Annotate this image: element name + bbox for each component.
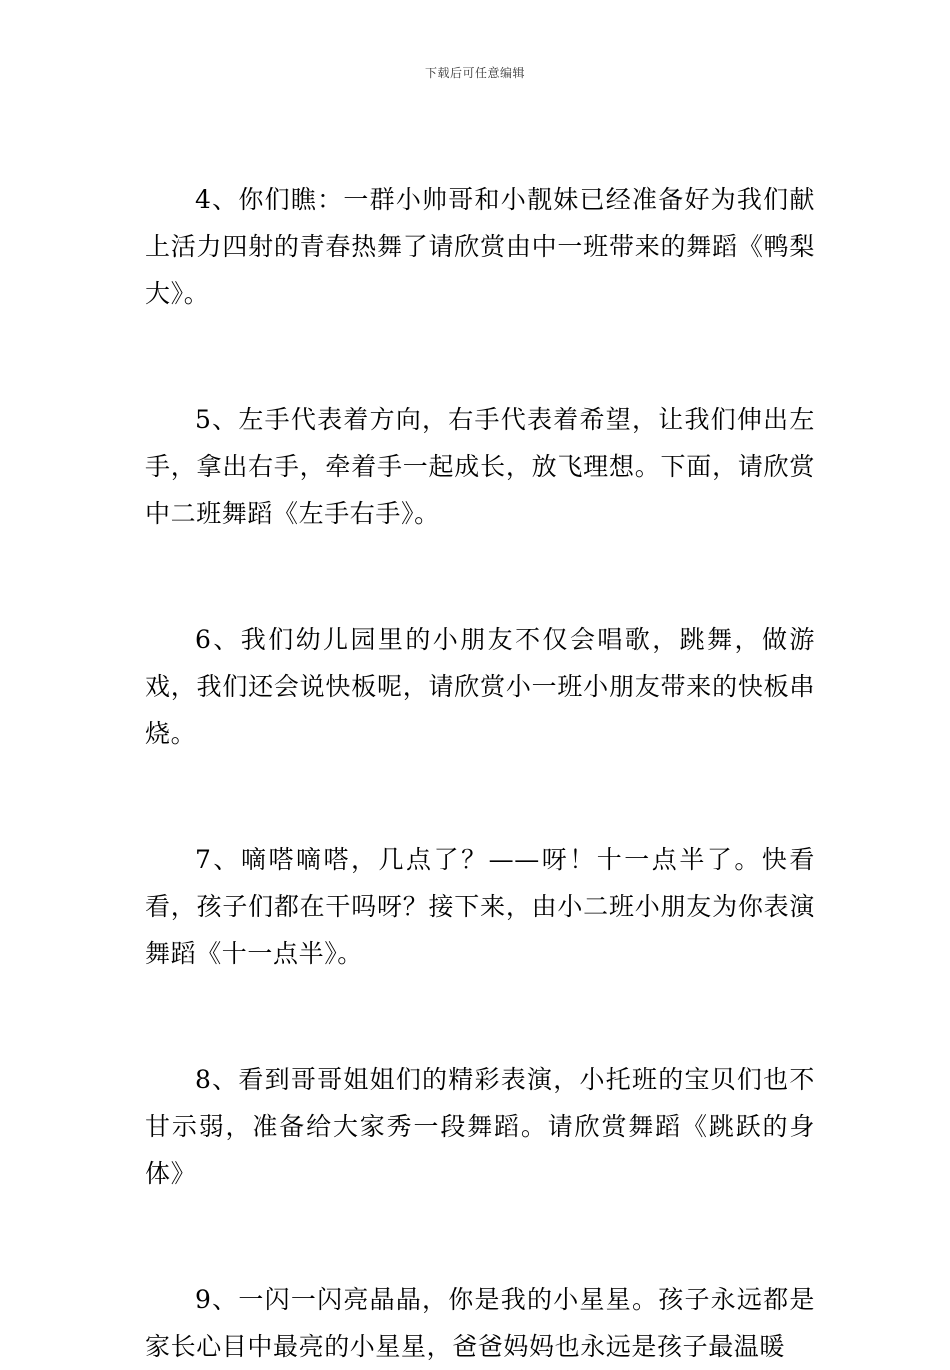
paragraph-8: 8、看到哥哥姐姐们的精彩表演，小托班的宝贝们也不甘示弱，准备给大家秀一段舞蹈。请欣赏舞蹈《跳跃的身体》 bbox=[145, 1065, 815, 1188]
paragraph-4: 4、你们瞧：一群小帅哥和小靓妹已经准备好为我们献上活力四射的青春热舞了请欣赏由中一班带来的舞蹈《鸭梨大》。 bbox=[145, 185, 815, 308]
paragraph-5: 5、左手代表着方向，右手代表着希望，让我们伸出左手，拿出右手，牵着手一起成长，放飞理想。下面，请欣赏中二班舞蹈《左手右手》。 bbox=[145, 405, 815, 528]
page-header: 下载后可任意编辑 bbox=[424, 66, 525, 80]
paragraph-7: 7、嘀嗒嘀嗒，几点了？——呀！十一点半了。快看看，孩子们都在干吗呀？接下来，由小二班小朋友为你表演舞蹈《十一点半》。 bbox=[145, 845, 815, 968]
paragraph-6: 6、我们幼儿园里的小朋友不仅会唱歌，跳舞，做游戏，我们还会说快板呢，请欣赏小一班小朋友带来的快板串烧。 bbox=[145, 625, 815, 748]
paragraph-9: 9、一闪一闪亮晶晶，你是我的小星星。孩子永远都是家长心目中最亮的小星星，爸爸妈妈也永远是孩子最温暖 bbox=[145, 1285, 815, 1361]
document-body bbox=[145, 176, 815, 1370]
